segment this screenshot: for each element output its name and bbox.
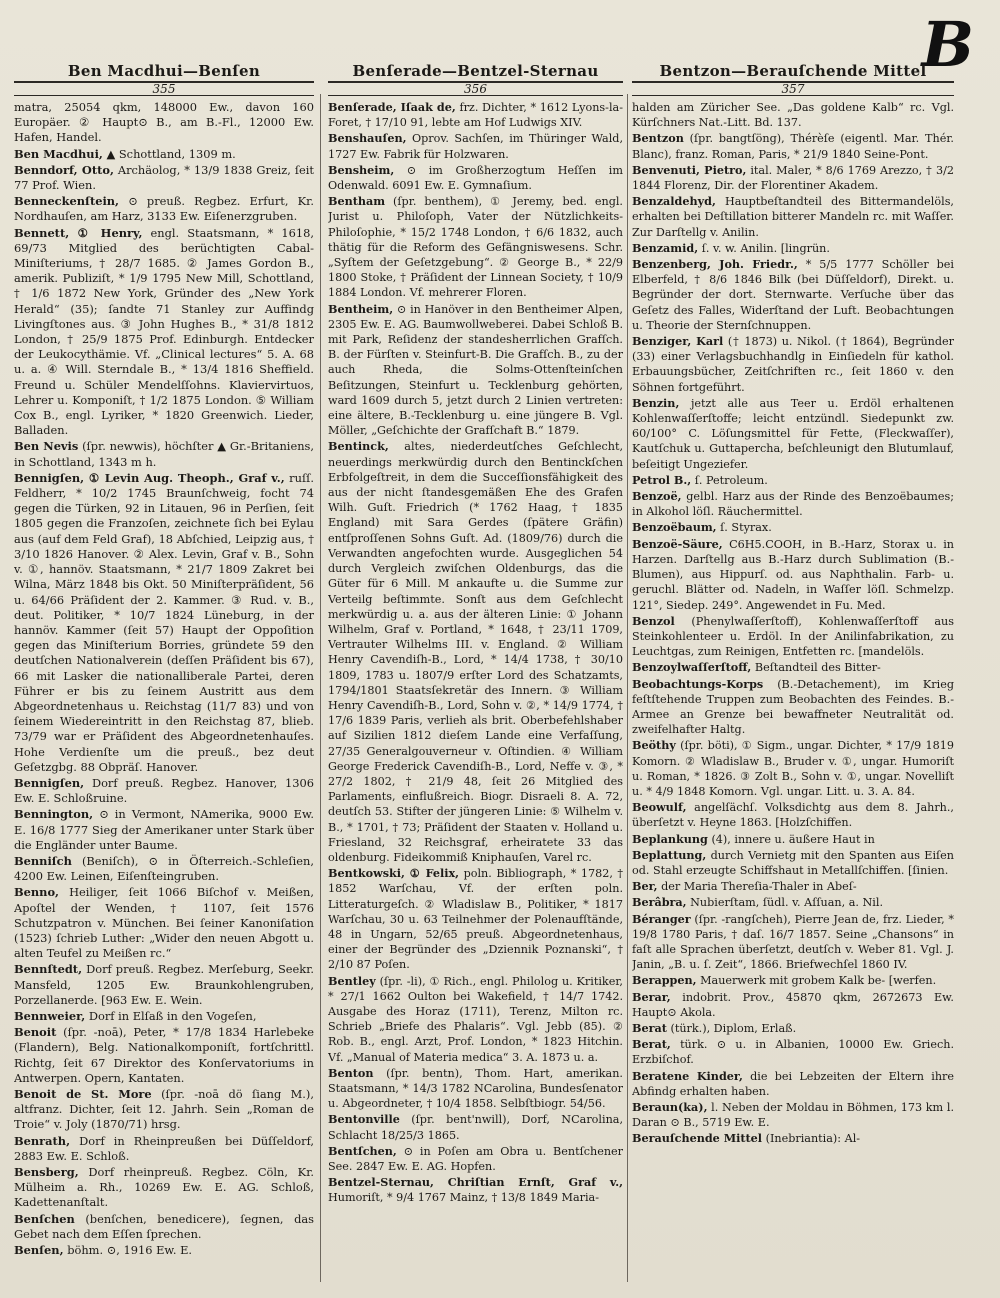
entry-headword: Berauſchende Mittel [632, 1131, 763, 1146]
dictionary-entry [328, 131, 623, 161]
entry-headword: Bentzel-Sternau, Chriſtian Ernſt, Graf v., [328, 1175, 623, 1190]
entry-text: ⊙ in Hanöver in den Bentheimer Alpen, 2305 Ew. E. AG. Baumwollweberei. Dabei Schloß B. mit Park, Reſidenz der standesherrlichen Grafſch. B. der Fürſten v. Steinfurt-B. Die Grafſch. B., zu der auch Rheda, die Solms-Ottenſteinſchen Beſitzungen, Steinfurt u. Tecklenburg gehörten, ward 1609 durch 5, jetzt durch 2 Linien vertreten: eine ältere, B.-Tecklenburg u. eine jüngere B. Vgl. Möller, „Geſchichte der Grafſchaft B.“ 1879. [328, 302, 623, 438]
entry-text: Dorf in Elſaß in den Vogeſen, [88, 1008, 257, 1023]
dictionary-entry [14, 163, 314, 193]
dictionary-entry [328, 439, 623, 865]
entry-headword: Benzoylwaſſerſtoff, [632, 660, 752, 675]
dictionary-entry [14, 1243, 314, 1258]
entry-headword: Benvenuti, Pietro, [632, 162, 747, 177]
running-head: Benſerade—Bentzel-Sternau [352, 62, 599, 80]
entry-headword: Berat, [632, 1037, 671, 1052]
entry-headword: Bensberg, [14, 1165, 79, 1180]
dictionary-entry [632, 473, 954, 488]
dictionary-entry [632, 1100, 954, 1130]
dictionary-entry [328, 974, 623, 1065]
entry-text: ital. Maler, * 8/6 1769 Arezzo, † 3/2 1844 Florenz, Dir. der Florentiner Akadem. [632, 163, 954, 193]
dictionary-entry [632, 396, 954, 472]
dictionary-entry [632, 163, 954, 193]
entry-headword: Benzaldehyd, [632, 194, 716, 209]
entry-text: matra, 25054 qkm, 148000 Ew., davon 160 Europäer. ② Haupt⊙ B., am B.-Fl., 12000 Ew. Hafen, Handel. [14, 100, 314, 145]
dictionary-entry [14, 776, 314, 806]
column-rule [627, 94, 628, 1282]
entry-text: jetzt alle aus Teer u. Erdöl erhaltenen Kohlenwaſſerſtoffe; leicht entzündl. Siedepunkt zw. 60/100° C. Löſungsmittel für Fette, (Fleckwaſſer), Kautſchuk u. Guttapercha, beſchleunigt den Blutumlauf, beſeitigt Ungeziefer. [632, 396, 954, 471]
entry-text: (B.-Detachement), im Krieg feſtſtehende Truppen zum Beobachten des Feindes. B.-Armee an Grenze bei bewaffneter Neutralität od. zweifelhafter Haltg. [632, 677, 954, 737]
dictionary-entry [14, 1134, 314, 1164]
entry-text: (ſpr. bentn), Thom. Hart, amerikan. Staatsmann, * 14/3 1782 NCarolina, Bundesſenator u. Abgeordneter, † 10/4 1858. Selbſtbiogr. 54/56. [328, 1066, 623, 1111]
entry-headword: Beowulf, [632, 800, 687, 815]
entry-text: Heiliger, ſeit 1066 Biſchof v. Meißen, Apoſtel der Wenden, † 1107, ſeit 1576 Schutzpatron v. München. Bei ſeiner Kanoniſation (1523) ſchrieb Luther: „Wider den neuen Abgott u. alten Teufel zu Meißen rc.“ [14, 885, 314, 961]
entry-headword: Benno, [14, 885, 60, 900]
entry-text: ruſſ. Feldherr, * 10/2 1745 Braunſchweig, focht 74 gegen die Türken, 92 in Litauen, 96 in Perſien, ſeit 1805 gegen die Franzoſen, zeichnete ſich bei Eylau aus (auf dem Feld Graf), 18 Abſchied, Leipzig aus, † 3/10 1826 Hanover. ② Alex. Levin, Graf v. B., Sohn v. ①, hannöv. Staatsmann, * 21/7 1809 Zakret bei Wilna, März 1848 bis Okt. 50 Miniſterpräſident, 56 u. 64/66 Präſident der 2. Kammer. ③ Rud. v. B., deut. Politiker, * 10/7 1824 Lüneburg, in der hannöv. Kammer (ſeit 57) Haupt der Oppoſition gegen das Miniſterium Borries, gründete 59 den deutſchen Nationalverein (deſſen Präſident bis 67), 66 mit Lasker die nationalliberale Partei, deren Führer er bis zu ſeinem Austritt aus dem Abgeordnetenhaus u. Reichstag (11/7 83) und von ſeinem Wiedereintritt in den Reichstag 87, blieb. 73/79 war er Präſident des Abgeordnetenhauſes. Hohe Verdienſte um die preuß., bez deut Geſetzgbg. 88 Obpräſ. Hanover. [14, 470, 314, 774]
entry-headword: Benzoë-Säure, [632, 536, 723, 551]
entry-headword: Beplattung, [632, 847, 707, 862]
entry-headword: Berar, [632, 989, 671, 1004]
dictionary-entry [632, 520, 954, 535]
entry-headword: Benſchen [14, 1211, 75, 1226]
entry-text: ⊙ in Vermont, NAmerika, 9000 Ew. E. 16/8 1777 Sieg der Amerikaner unter Stark über die Engländer unter Baume. [14, 807, 314, 852]
entry-headword: Bennington, [14, 807, 94, 822]
entry-text: frz. Dichter, * 1612 Lyons-la-Foret, † 17/10 91, lebte am Hof Ludwigs XIV. [328, 101, 623, 130]
entry-text: Oprov. Sachſen, im Thüringer Wald, 1727 Ew. Fabrik für Holzwaren. [328, 132, 623, 161]
entry-text: poln. Bibliograph, * 1782, † 1852 Warſchau, Vf. der erſten poln. Litteraturgeſch. ② Wladislaw B., Politiker, * 1817 Warſchau, 30 u. 63 Teilnehmer der Polenaufſtände, 48 in Ungarn, 52/65 preuß. Abgeordnetenhaus, einer der Begründer des „Dziennik Poznanski“, † 2/10 87 Poſen. [328, 867, 623, 972]
entry-list [328, 100, 623, 1206]
dictionary-entry [328, 302, 623, 439]
dictionary-entry [632, 614, 954, 660]
entry-headword: Beraun(ka), [632, 1100, 708, 1114]
dictionary-entry [14, 439, 314, 469]
dictionary-entry [14, 1009, 314, 1024]
dictionary-entry [632, 738, 954, 799]
entry-headword: Beratene Kinder, [632, 1068, 743, 1083]
entry-text: (ſpr. -noā), Peter, * 17/8 1834 Harlebeke (Flandern), Belg. Nationalkomponiſt, fortſchrittl. Richtg, ſeit 67 Direktor des Konſervatoriums in Antwerpen. Opern, Kantaten. [14, 1025, 314, 1085]
dictionary-entry [14, 147, 314, 162]
entry-text: ⊙ preuß. Regbez. Erfurt, Kr. Nordhauſen, am Harz, 3133 Ew. Eiſenerzgruben. [14, 194, 314, 224]
dictionary-entry [328, 866, 623, 972]
entry-headword: Benoit de St. More [14, 1087, 152, 1101]
dictionary-entry [632, 1069, 954, 1099]
entry-text: Dorf in Rheinpreußen bei Düſſeldorf, 2883 Ew. E. Schloß. [14, 1133, 314, 1163]
entry-text: (4), innere u. äußere Haut in [711, 832, 875, 846]
dictionary-entry [14, 854, 314, 884]
entry-text: die bei Lebzeiten der Eltern ihre Abfindg erhalten haben. [632, 1069, 954, 1098]
entry-list [632, 100, 954, 1147]
entry-text: ▲ Schottland, 1309 m. [106, 146, 236, 161]
dictionary-entry [632, 990, 954, 1020]
entry-headword: Benſen, [14, 1243, 64, 1258]
entry-text: türk. ⊙ u. in Albanien, 10000 Ew. Griech. Erzbiſchof. [632, 1038, 954, 1067]
entry-headword: Ben Macdhui, [14, 146, 103, 161]
entry-headword: Benton [328, 1065, 374, 1080]
entry-headword: Benoit [14, 1025, 57, 1040]
entry-text: (Phenylwaſſerſtoff), Kohlenwaſſerſtoff aus Steinkohlenteer u. Erdöl. In der Anilinfabrikation, zu Leuchtgas, zum Reinigen, Entfetten rc. [mandelöls. [632, 614, 954, 659]
column-357 [632, 62, 954, 1288]
dictionary-entry [14, 1212, 314, 1242]
dictionary-entry [14, 471, 314, 775]
entry-text: (Beniſch), ⊙ in Öſterreich.-Schleſien, 4200 Ew. Leinen, Eiſenſteingruben. [14, 853, 314, 884]
entry-headword: Benzoë, [632, 489, 682, 504]
entry-headword: Benzol [632, 613, 675, 628]
dictionary-entry [14, 1025, 314, 1086]
running-head: Bentzon—Berauſchende Mittel [659, 62, 927, 80]
dictionary-entry [14, 885, 314, 961]
dictionary-entry [632, 257, 954, 333]
page-number: 355 [14, 81, 314, 96]
entry-list [14, 100, 314, 1258]
entry-text: (ſpr. -li), ① Rich., engl. Philolog u. Kritiker, * 27/1 1662 Oulton bei Wakefield, † 14/7 1742. Ausgabe des Horaz (1711), Terenz, Milton rc. Schrieb „Briefe des Phalaris“. Vgl. Jebb (85). ② Rob. B., engl. Arzt, Prof. London, * 1823 Hitchin. Vf. „Manual of Materia medica“ 3. A. 1873 u. a. [328, 974, 623, 1064]
dictionary-entry [632, 895, 954, 910]
dictionary-entry [632, 334, 954, 395]
entry-headword: Beöthy [632, 738, 676, 753]
dictionary-entry [632, 1021, 954, 1036]
entry-text: l. Neben der Moldau in Böhmen, 173 km l. Daran ⊙ B., 5719 Ew. E. [632, 1101, 954, 1130]
dictionary-entry [632, 241, 954, 256]
section-letter: B [921, 8, 974, 81]
dictionary-entry [328, 1112, 623, 1142]
entry-headword: Bennweier, [14, 1008, 86, 1023]
entry-headword: Benndorf, Otto, [14, 162, 114, 177]
dictionary-entry [14, 962, 314, 1008]
entry-headword: Beplankung [632, 831, 708, 846]
page-number: 356 [328, 81, 623, 96]
dictionary-entry [632, 912, 954, 973]
entry-headword: Bennſtedt, [14, 962, 83, 977]
dictionary-entry [632, 131, 954, 161]
entry-headword: Benzamid, [632, 240, 699, 255]
dictionary-entry [328, 163, 623, 193]
entry-text: (benſchen, benedicere), ſegnen, das Gebet nach dem Eſſen ſprechen. [14, 1211, 314, 1241]
entry-text: (ſpr. -rangſcheh), Pierre Jean de, frz. Lieder, * 19/8 1780 Paris, † daſ. 16/7 1857. Seine „Chansons“ in faſt alle Sprachen überſetzt, deutſch v. Weber 81. Vgl. J. Janin, „B. u. ſ. Zeit“, 1866. Briefwechſel 1860 IV. [632, 912, 954, 972]
entry-headword: Bentheim, [328, 301, 394, 316]
dictionary-entry [14, 1165, 314, 1211]
dictionary-entry [14, 226, 314, 439]
entry-text: ſ. Petroleum. [694, 473, 768, 487]
entry-text: (ſpr. -noā dö ſiang M.), altfranz. Dichter, ſeit 12. Jahrh. Sein „Roman de Troie“ v. Joly (1870/71) hrsg. [14, 1087, 314, 1132]
entry-text: (türk.), Diplom, Erlaß. [670, 1021, 797, 1035]
entry-headword: Bentinck, [328, 439, 389, 454]
running-head: Ben Macdhui—Benſen [67, 62, 261, 80]
entry-headword: Ben Nevis [14, 439, 79, 454]
dictionary-entry [328, 1066, 623, 1112]
entry-text: Dorf rheinpreuß. Regbez. Cöln, Kr. Mülheim a. Rh., 10269 Ew. E. AG. Schloß, Kadettenanſtalt. [14, 1165, 314, 1210]
dictionary-entry [632, 660, 954, 675]
dictionary-entry [632, 1037, 954, 1067]
entry-text: * 5/5 1777 Schöller bei Elberfeld, † 8/6 1846 Bilk (bei Düſſeldorf), Direkt. u. Begründer der dort. Sternwarte. Verſuche über das Geſetz des Falles, Widerſtand der Luft. Beobachtungen u. Theorie der Sternſchnuppen. [632, 258, 954, 332]
entry-headword: Benſerade, Iſaak de, [328, 100, 456, 114]
entry-text: indobrit. Prov., 45870 qkm, 2672673 Ew. Haupt⊙ Akola. [632, 990, 954, 1019]
dictionary-entry [328, 194, 623, 300]
entry-text: gelbl. Harz aus der Rinde des Benzoëbaumes; in Alkohol löſl. Räuchermittel. [632, 490, 954, 519]
dictionary-entry [632, 489, 954, 519]
entry-text: Beſtandteil des Bitter- [754, 661, 881, 675]
dictionary-entry [632, 1131, 954, 1146]
entry-headword: Benzin, [632, 395, 680, 410]
entry-headword: Béranger [632, 911, 691, 926]
entry-headword: Benniſch [14, 853, 72, 868]
dictionary-entry [632, 194, 954, 240]
entry-text: C6H5.COOH, in B.-Harz, Storax u. in Harzen. Darſtellg aus B.-Harz durch Sublimation (B.-Blumen), aus Hippurſ. od. aus Naphthalin. Farb- u. geruchl. Blätter od. Nadeln, in Waſſer löſl. Schmelzp. 121°, Siedep. 249°. Angewendet in Fu. Med. [632, 537, 954, 612]
entry-text: (ſpr. newwis), höchſter ▲ Gr.-Britaniens, in Schottland, 1343 m h. [14, 439, 314, 469]
column-355 [14, 62, 314, 1288]
entry-text: ſ. v. w. Anilin. [lingrün. [701, 241, 830, 255]
dictionary-entry [328, 1175, 623, 1205]
entry-text: (ſpr. böti), ① Sigm., ungar. Dichter, * 17/9 1819 Komorn. ② Wladislaw B., Bruder v. ①, ungar. Humoriſt u. Roman, * 1826. ③ Zolt B., Sohn v. ①, ungar. Novelliſt u. * 4/9 1848 Komorn. Vgl. ungar. Litt. u. 3. A. 84. [632, 739, 954, 798]
dictionary-entry [14, 194, 314, 224]
entry-headword: Bentonville [328, 1112, 400, 1127]
entry-text: ⊙ im Großherzogtum Heſſen im Odenwald. 6091 Ew. E. Gymnaſium. [328, 163, 623, 193]
entry-text: Mauerwerk mit grobem Kalk be- [werfen. [700, 974, 937, 988]
entry-headword: Berappen, [632, 973, 697, 988]
entry-text: durch Vernietg mit den Spanten aus Eiſen od. Stahl erzeugte Schiffshaut in Metallſchiffen. [ſinien. [632, 848, 954, 877]
entry-headword: Bentſchen, [328, 1143, 397, 1158]
entry-headword: Bentley [328, 973, 376, 988]
entry-text: Dorf preuß. Regbez. Hanover, 1306 Ew. E. Schloßruine. [14, 775, 314, 806]
entry-headword: Bennigſen, ① Levin Aug. Theoph., Graf v., [14, 470, 285, 485]
entry-headword: Benshauſen, [328, 131, 407, 146]
entry-headword: Bentzon [632, 131, 684, 146]
entry-text: Nubierſtam, ſüdl. v. Aſſuan, a. Nil. [690, 896, 884, 910]
entry-headword: Benzoëbaum, [632, 520, 717, 535]
entry-headword: Ber, [632, 879, 658, 894]
entry-text: Archäolog, * 13/9 1838 Greiz, ſeit 77 Prof. Wien. [14, 162, 314, 193]
dictionary-entry [632, 848, 954, 878]
dictionary-entry [632, 800, 954, 830]
entry-headword: Benziger, Karl [632, 334, 724, 349]
page-number: 357 [632, 81, 954, 96]
entry-headword: Benzenberg, Joh. Friedr., [632, 257, 798, 272]
entry-text: (Inebriantia): Al- [765, 1132, 861, 1146]
dictionary-entry [632, 879, 954, 894]
entry-headword: Berâbra, [632, 895, 687, 910]
dictionary-entry [632, 537, 954, 613]
entry-text: angelſächſ. Volksdichtg aus dem 8. Jahrh., überſetzt v. Heyne 1863. [Holzſchiffen. [632, 801, 954, 830]
column-rule [320, 94, 321, 1282]
entry-text: böhm. ⊙, 1916 Ew. E. [67, 1243, 192, 1258]
entry-headword: Bensheim, [328, 162, 395, 177]
entry-headword: Bennigſen, [14, 775, 85, 790]
dictionary-entry [14, 100, 314, 146]
entry-text: (ſpr. bent'nwill), Dorf, NCarolina, Schlacht 18/25/3 1865. [328, 1113, 623, 1142]
entry-headword: Beobachtungs-Korps [632, 676, 764, 691]
dictionary-entry [632, 677, 954, 738]
entry-headword: Petrol B., [632, 472, 692, 487]
entry-text: († 1873) u. Nikol. († 1864), Begründer (33) einer Verlagsbuchhandlg in Einſiedeln für kathol. Erbauungsbücher, Zeitſchriften rc., ſeit 1860 v. den Söhnen fortgeführt. [632, 335, 954, 394]
entry-headword: Bentkowski, ① Felix, [328, 866, 460, 881]
dictionary-entry [632, 973, 954, 988]
entry-text: Hauptbeſtandteil des Bittermandelöls, erhalten bei Deſtillation bitterer Mandeln rc. mit Waſſer. Zur Darſtellg v. Anilin. [632, 195, 954, 239]
entry-text: Humoriſt, * 9/4 1767 Mainz, † 13/8 1849 Maria- [328, 1191, 599, 1205]
entry-text: der Maria Thereſia-Thaler in Abeſ- [661, 880, 857, 894]
entry-headword: Bentham [328, 194, 386, 209]
entry-headword: Bennett, ① Henry, [14, 225, 143, 240]
entry-text: (ſpr. benthem), ① Jeremy, bed. engl. Jurist u. Philoſoph, Vater der Nützlichkeits-Philoſophie, * 15/2 1748 London, † 6/6 1832, auch thätig für die Reform des Gefängniswesens. Schr. „Syſtem der Geſetzgebung“. ② George B., * 22/9 1800 Stoke, † Präſident der Linnean Society, † 10/9 1884 London. Vf. mehrerer Floren. [328, 195, 623, 300]
entry-headword: Benrath, [14, 1133, 71, 1148]
entry-headword: Benneckenſtein, [14, 194, 120, 209]
dictionary-entry [632, 100, 954, 130]
entry-text: (ſpr. bangtſöng), Thérèſe (eigentl. Mar. Thér. Blanc), franz. Roman, Paris, * 21/9 1840 Seine-Pont. [632, 132, 954, 161]
entry-text: engl. Staatsmann, * 1618, 69/73 Mitglied des berüchtigten Cabal-Miniſteriums, † 28/7 1685. ② James Gordon B., amerik. Publiziſt, * 1/9 1795 New Mill, Schottland, † 1/6 1872 New York, Gründer des „New York Herald“ (35); ſandte 71 Stanley zur Auffindg Livingſtones aus. ③ John Hughes B., * 31/8 1812 London, † 25/9 1875 Prof. Edinburgh. Entdecker der Leukocythämie. Vf. „Clinical lectures“ 5. A. 68 u. a. ④ Will. Sterndale B., * 13/4 1816 Sheffield. Freund u. Schüler Mendelſſohns. Klaviervirtuos, Lehrer u. Komponiſt, † 1/2 1875 London. ⑤ William Cox B., engl. Lyriker, * 1820 Greenwich. Lieder, Balladen. [14, 225, 314, 438]
entry-text: Dorf preuß. Regbez. Merſeburg, Seekr. Mansfeld, 1205 Ew. Braunkohlengruben, Porzellanerde. [963 Ew. E. Wein. [14, 962, 314, 1007]
dictionary-entry [328, 1144, 623, 1174]
dictionary-entry [14, 807, 314, 853]
entry-text: halden am Züricher See. „Das goldene Kalb“ rc. Vgl. Kürſchners Nat.-Litt. Bd. 137. [632, 101, 954, 130]
dictionary-entry [632, 832, 954, 847]
entry-text: ſ. Styrax. [720, 521, 772, 535]
column-356 [328, 62, 623, 1288]
entry-text: ⊙ in Poſen am Obra u. Bentſchener See. 2847 Ew. E. AG. Hopfen. [328, 1144, 623, 1174]
entry-text: altes, niederdeutſches Geſchlecht, neuerdings merkwürdig durch den Bentinckſchen Erbfolgeſtreit, in dem die Succeſſionsfähigkeit des aus der nicht ſtandesgemäßen Ehe des Grafen Wilh. Guſt. Friedrich (* 1762 Haag, † 1835 England) mit Sara Gerdes (ſpätere Gräfin) entſproſſenen Sohns Guſt. Ad. (1809/76) durch die Verwandten angefochten wurde. Ausgeglichen 54 durch Vergleich zwiſchen Oldenburgs, das die Güter für 6 Mill. M ankaufte u. die Summe zur Verteilg beſtimmte. Sonſt aus dem Geſchlecht merkwürdig u. a. aus der älteren Linie: ① Johann Wilhelm, Graf v. Portland, * 1648, † 23/11 1709, Vertrauter Wilhelms III. v. England. ② William Henry Cavendiſh-B., Lord, * 14/4 1738, † 30/10 1809, 1783 u. 1807/9 erſter Lord des Schatzamts, 1794/1801 Staatsſekretär des Innern. ③ William Henry Cavendiſh-B., Lord, Sohn v. ②, * 14/9 1774, † 17/6 1839 Paris, verlieh als brit. Oberbefehlshaber auf Sizilien 1812 dieſem Lande eine Verfaſſung, 27/35 Generalgouverneur v. Oſtindien. ④ William George Frederick Cavendiſh-B., Lord, Neffe v. ③, * 27/2 1802, † 21/9 48, ſeit 26 Mitglied des Parlaments, einflußreich. Biogr. Disraeli 8. A. 72, deutſch 53. Stifter der jüngeren Linie: ⑤ Wilhelm v. B., * 1701, † 73; Präſident der Staaten v. Holland u. Friesland, 32 Reichsgraf, erheiratete 33 das oldenburg. Fideikommiß Kniphauſen, Varel rc. [328, 440, 623, 864]
dictionary-entry [328, 100, 623, 130]
entry-headword: Berat [632, 1020, 667, 1035]
dictionary-entry [14, 1087, 314, 1133]
